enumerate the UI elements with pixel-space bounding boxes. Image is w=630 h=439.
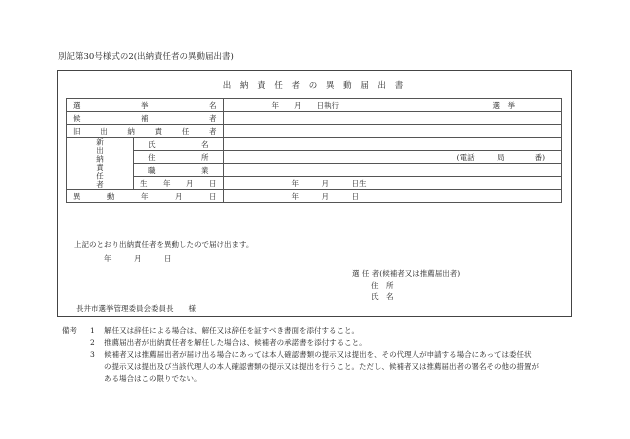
remark-continuation: ある場合はこの限りでない。 bbox=[104, 374, 202, 383]
election-field[interactable] bbox=[223, 99, 561, 112]
old-treasurer-label: 旧出納責任者 bbox=[73, 126, 217, 136]
old-treasurer-row bbox=[67, 125, 562, 138]
birthdate-label: 生 年 月 日 bbox=[140, 178, 217, 188]
form-frame bbox=[57, 70, 572, 317]
remark-item bbox=[90, 349, 532, 361]
election-suffix: 選 挙 bbox=[492, 100, 515, 110]
address-field[interactable] bbox=[223, 151, 561, 164]
signer-role: 選 任 者(候補者又は推薦届出者) bbox=[352, 269, 461, 278]
signer-address-label: 住 所 bbox=[371, 281, 394, 290]
remark-number: 3 bbox=[90, 350, 95, 359]
new-name-row bbox=[67, 138, 562, 151]
form-title: 出 納 責 任 者 の 異 動 届 出 書 bbox=[222, 81, 407, 91]
candidate-label: 候 補 者 bbox=[73, 113, 217, 123]
remark-text: 候補者又は推薦届出者が届け出る場合にあっては本人確認書類の提示又は提出を、その代理人が申請する場合にあっては委任状 bbox=[104, 350, 532, 359]
birthdate-value: 年 月 日生 bbox=[291, 178, 367, 188]
remarks-head: 備考 bbox=[62, 326, 77, 335]
new-occupation-row bbox=[67, 164, 562, 177]
change-date-row bbox=[67, 190, 562, 203]
new-treasurer-label: 新出納責任者 bbox=[67, 138, 134, 190]
remark-text: 解任又は辞任による場合は、解任又は辞任を証すべき書面を添付すること。 bbox=[104, 326, 360, 335]
new-address-row bbox=[67, 151, 562, 164]
candidate-row bbox=[67, 112, 562, 125]
candidate-field[interactable] bbox=[223, 112, 561, 125]
name-label: 氏 名 bbox=[148, 139, 209, 149]
new-birthdate-row bbox=[67, 177, 562, 190]
submission-date: 年 月 日 bbox=[104, 254, 172, 263]
addressee: 長井市選挙管理委員会委員長 様 bbox=[76, 304, 196, 313]
old-treasurer-field[interactable] bbox=[223, 125, 561, 138]
birthdate-field[interactable] bbox=[223, 177, 561, 190]
name-field[interactable] bbox=[223, 138, 561, 151]
change-date-label: 異 動 年 月 日 bbox=[73, 191, 217, 201]
remark-continuation: の提示又は提出及び当該代理人の本人確認書類の提示又は提出を行うこと。ただし、候補者又は推薦届出者の署名その他の措置が bbox=[104, 362, 539, 371]
remark-text: 推薦届出者が出納責任者を解任した場合は、候補者の承諾書を添付すること。 bbox=[104, 338, 367, 347]
occupation-field[interactable] bbox=[223, 164, 561, 177]
remark-number: 1 bbox=[90, 326, 95, 335]
phone-text: (電話 局 番) bbox=[456, 152, 545, 162]
change-date-field[interactable] bbox=[223, 190, 561, 203]
election-row bbox=[67, 99, 562, 112]
form-caption: 別記第30号様式の2(出納責任者の異動届出書) bbox=[58, 52, 234, 62]
signer-name-label: 氏 名 bbox=[371, 292, 394, 301]
remark-item bbox=[90, 337, 367, 349]
remark-number: 2 bbox=[90, 338, 95, 347]
change-date-value: 年 月 日 bbox=[291, 191, 360, 201]
address-label: 住 所 bbox=[148, 152, 209, 162]
form-table bbox=[66, 98, 562, 203]
election-date-text: 年 月 日執行 bbox=[271, 100, 340, 110]
election-label: 選 挙 名 bbox=[73, 100, 217, 110]
occupation-label: 職 業 bbox=[148, 165, 209, 175]
statement-text: 上記のとおり出納責任者を異動したので届け出ます。 bbox=[74, 240, 254, 249]
remark-item bbox=[90, 325, 359, 337]
